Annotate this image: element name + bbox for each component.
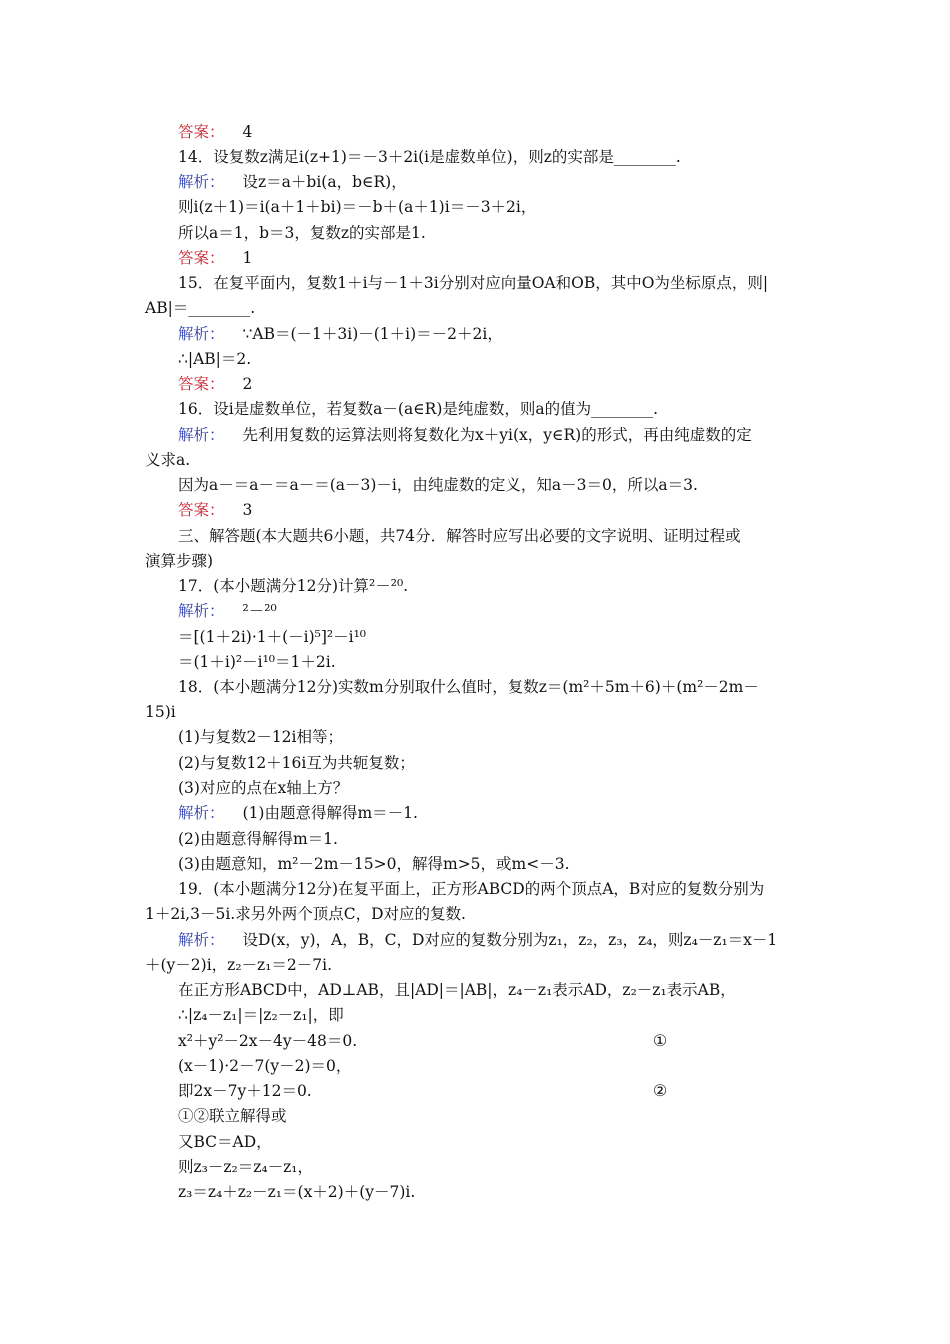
equation-marker: ① [652,1031,668,1050]
line-text: ＋(y－2)i，z₂－z₁＝2－7i. [145,956,333,974]
line-text: 义求a. [145,451,191,469]
line-text: (3)由题意知，m²－2m－15>0，解得m>5，或m<－3. [178,855,570,873]
line-text: 即2x－7y＋12＝0. [178,1082,312,1100]
line-text: (1)由题意得解得m＝－1. [242,804,418,822]
line-text: 1＋2i,3－5i.求另外两个顶点C，D对应的复数. [145,905,466,923]
text-line [145,953,810,977]
text-line [178,221,843,245]
text-line [178,1180,843,1204]
line-text: 所以a＝1，b＝3，复数z的实部是1. [178,224,426,242]
text-line [178,1130,843,1154]
line-text: 15．在复平面内，复数1＋i与－1＋3i分别对应向量OA和OB，其中O为坐标原点，则| [178,274,769,292]
line-text: 因为a－＝a－＝a－＝(a－3)－i，由纯虚数的定义，知a－3＝0，所以a＝3. [178,476,698,494]
text-line [178,852,843,876]
text-line [178,928,843,952]
text-line [178,170,843,194]
line-text: (2)与复数12＋16i互为共轭复数； [178,754,415,772]
line-text: (x－1)·2－7(y－2)＝0， [178,1057,352,1075]
analysis-label: 解析： [178,804,225,822]
line-text: 又BC＝AD， [178,1133,272,1151]
text-line [178,1155,843,1179]
analysis-label: 解析： [178,325,225,343]
text-line [178,347,843,371]
text-line [178,877,843,901]
text-line [178,120,843,144]
line-text: 16．设i是虚数单位，若复数a－(a∈R)是纯虚数，则a的值为________. [178,400,659,418]
line-text: z₃＝z₄＋z₂－z₁＝(x＋2)＋(y－7)i. [178,1183,416,1201]
line-text: 则z₃－z₂＝z₄－z₁， [178,1158,314,1176]
line-text: 4 [242,123,253,141]
answer-label: 答案： [178,123,225,141]
text-line [178,599,843,623]
line-text: ＝[(1＋2i)·1＋(－i)⁵]²－i¹⁰ [178,628,367,646]
text-line [178,1029,843,1053]
text-line [178,1104,843,1128]
line-text: 则i(z＋1)＝i(a＋1＋bi)＝－b＋(a＋1)i＝－3＋2i， [178,198,537,216]
analysis-label: 解析： [178,602,225,620]
line-text: ∵AB＝(－1＋3i)－(1＋i)＝－2＋2i， [242,325,503,343]
line-text: ²－²⁰ [242,602,277,620]
answer-label: 答案： [178,249,225,267]
text-line [178,322,843,346]
line-text: AB|＝________. [145,299,256,317]
text-line [178,423,843,447]
line-text: (2)由题意得解得m＝1. [178,830,338,848]
line-text: (3)对应的点在x轴上方？ [178,779,349,797]
text-line [178,725,843,749]
line-text: (1)与复数2－12i相等； [178,728,343,746]
line-text: 在正方形ABCD中，AD⊥AB，且|AD|＝|AB|，z₄－z₁表示AD，z₂－z₁表示AB， [178,981,736,999]
line-text: 2 [242,375,253,393]
line-text: ①②联立解得或 [178,1107,287,1125]
text-line [178,1079,843,1103]
analysis-label: 解析： [178,426,225,444]
line-text: 设D(x，y)，A，B，C，D对应的复数分别为z₁，z₂，z₃，z₄，则z₄－z₁＝x－1 [242,931,778,949]
line-text: 18．(本小题满分12分)实数m分别取什么值时，复数z＝(m²＋5m＋6)＋(m²－2m－ [178,678,759,696]
text-line [178,145,843,169]
equation-marker: ② [652,1081,668,1100]
text-line [178,978,843,1002]
text-line [145,700,810,724]
text-line [178,246,843,270]
answer-label: 答案： [178,375,225,393]
text-line [178,271,843,295]
text-line [145,549,810,573]
text-line [178,473,843,497]
line-text: 先利用复数的运算法则将复数化为x＋yi(x，y∈R)的形式，再由纯虚数的定 [242,426,752,444]
text-line [178,397,843,421]
line-text: 设z＝a＋bi(a，b∈R)， [242,173,407,191]
text-line [178,574,843,598]
line-text: ∴|z₄－z₁|＝|z₂－z₁|，即 [178,1006,344,1024]
analysis-label: 解析： [178,931,225,949]
text-line [178,776,843,800]
line-text: 14．设复数z满足i(z+1)＝－3＋2i(i是虚数单位)，则z的实部是________. [178,148,681,166]
line-text: 15)i [145,703,176,721]
text-line [178,801,843,825]
text-line [178,625,843,649]
text-line [178,1003,843,1027]
answer-label: 答案： [178,501,225,519]
text-line [178,524,843,548]
line-text: 1 [242,249,253,267]
line-text: 演算步骤) [145,552,214,570]
text-line [145,296,810,320]
line-text: 三、解答题(本大题共6小题，共74分．解答时应写出必要的文字说明、证明过程或 [178,527,741,545]
analysis-label: 解析： [178,173,225,191]
text-line [178,195,843,219]
text-line [145,448,810,472]
line-text: 17．(本小题满分12分)计算²－²⁰. [178,577,409,595]
text-line [178,498,843,522]
line-text: 3 [242,501,253,519]
text-line [178,675,843,699]
text-line [145,902,810,926]
line-text: ∴|AB|＝2. [178,350,252,368]
text-line [178,650,843,674]
text-line [178,372,843,396]
line-text: x²＋y²－2x－4y－48＝0. [178,1032,358,1050]
text-line [178,1054,843,1078]
line-text: 19．(本小题满分12分)在复平面上，正方形ABCD的两个顶点A，B对应的复数分别为 [178,880,765,898]
text-line [178,751,843,775]
text-line [178,827,843,851]
line-text: ＝(1＋i)²－i¹⁰＝1＋2i. [178,653,336,671]
